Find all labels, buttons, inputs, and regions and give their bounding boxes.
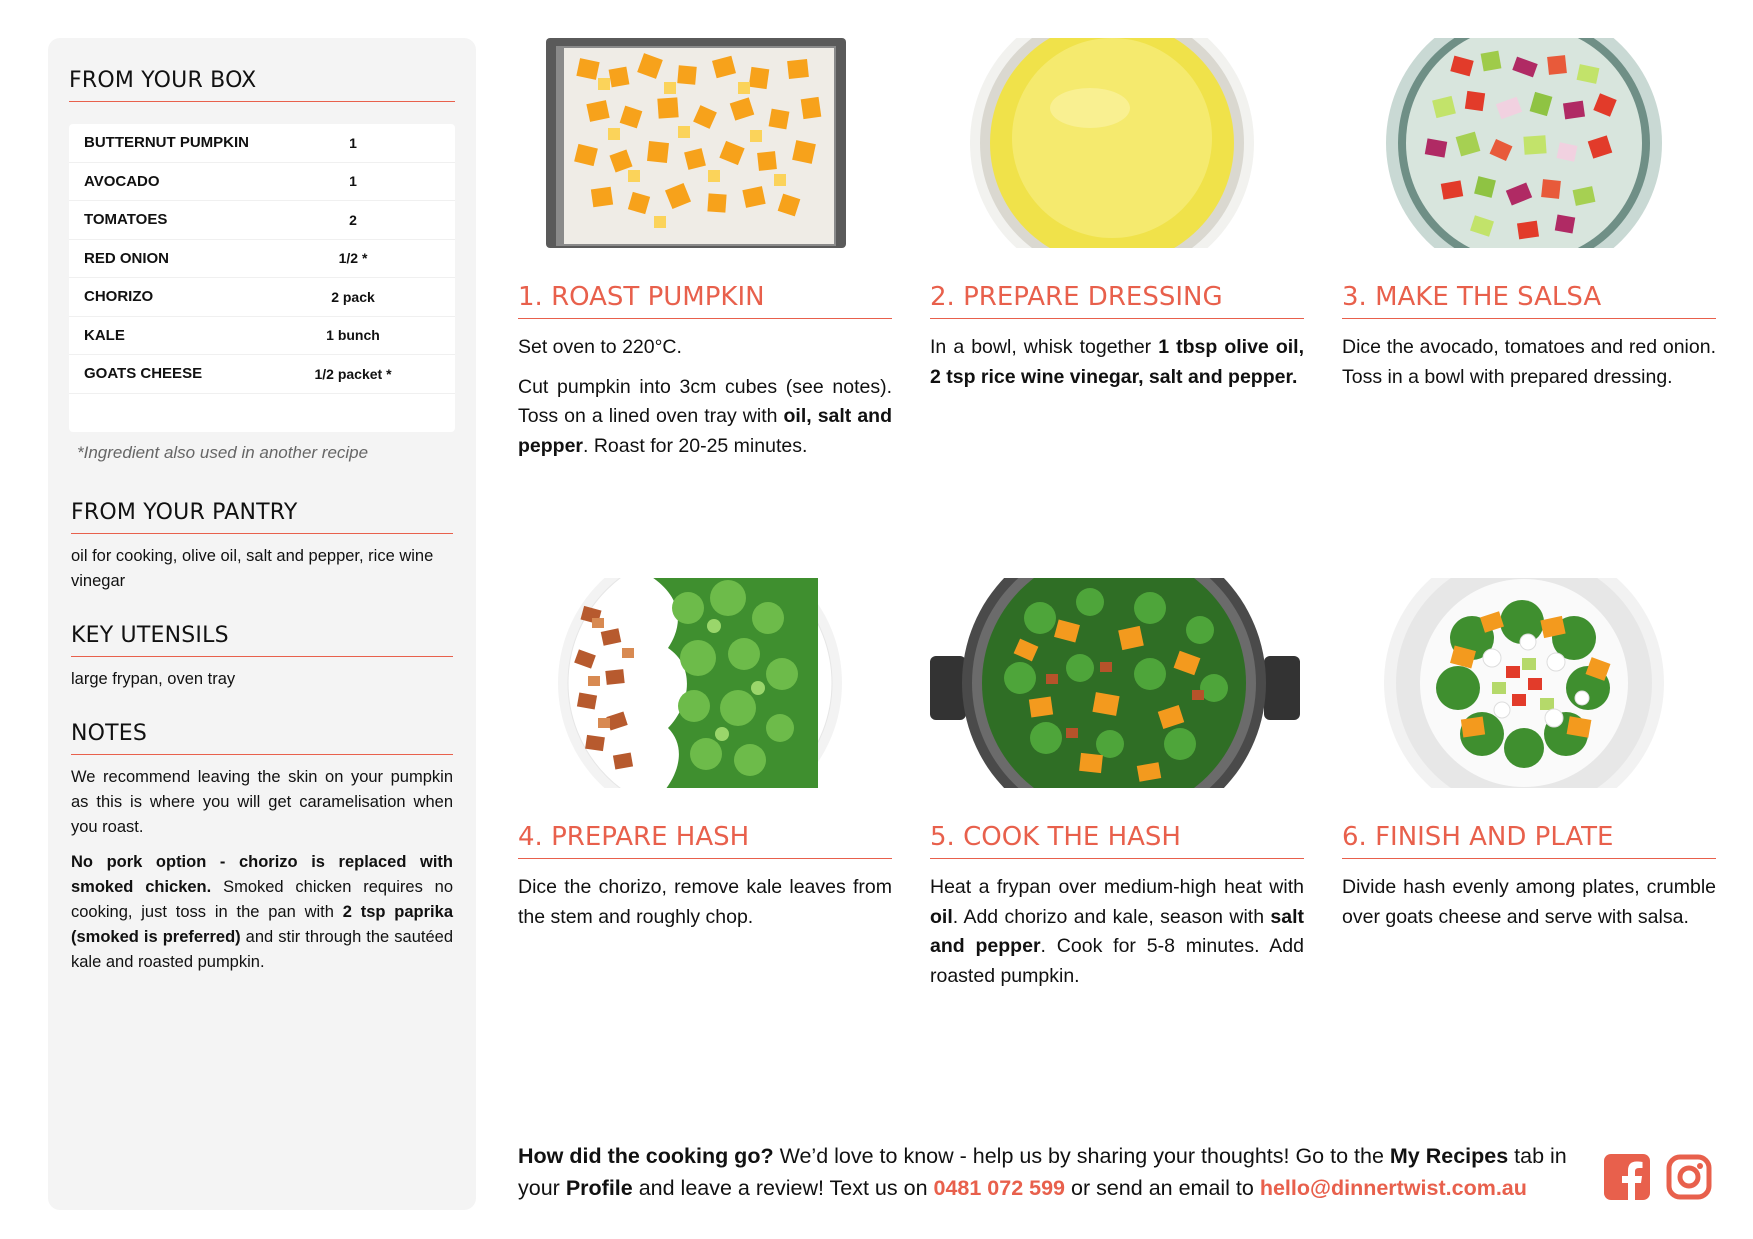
ingredient-name: CHORIZO	[84, 288, 154, 306]
step-paragraph: Dice the chorizo, remove kale leaves from the stem and roughly chop.	[518, 876, 892, 928]
ingredient-qty: 1	[349, 173, 357, 190]
utensils-section	[71, 623, 453, 692]
step-text	[930, 333, 1304, 392]
step-paragraph: Dice the avocado, tomatoes and red onion. Toss in a bowl with prepared dressing.	[1342, 336, 1716, 388]
plated-hash-image	[1342, 578, 1716, 788]
ingredient-qty: 1	[349, 134, 357, 151]
phone-number-link[interactable]: 0481 072 599	[933, 1176, 1066, 1200]
profile-text: Profile	[565, 1176, 633, 1200]
chorizo-and-kale-plate-image	[518, 578, 892, 788]
step-paragraph: Divide hash evenly among plates, crumble over goats cheese and serve with salsa.	[1342, 876, 1716, 928]
step-title: 4. PREPARE HASH	[518, 822, 892, 859]
ingredient-row	[69, 201, 455, 240]
utensils-title: KEY UTENSILS	[71, 623, 453, 657]
footer-text: We’d love to know - help us by sharing your thoughts! Go to the	[773, 1144, 1390, 1168]
step-text-span: Cut pumpkin into 3cm cubes (see notes). Toss on a lined oven tray with	[518, 375, 892, 427]
step-paragraph: Set oven to 220°C.	[518, 336, 682, 358]
ingredient-name: AVOCADO	[84, 172, 160, 190]
step-title: 2. PREPARE DRESSING	[930, 282, 1304, 319]
step-text-span: . Roast for 20-25 minutes.	[583, 434, 808, 457]
utensils-text: large frypan, oven tray	[71, 670, 236, 688]
step-text-span: . Cook for 5-8 minutes. Add roasted pumpkin.	[930, 935, 1304, 987]
pantry-title: FROM YOUR PANTRY	[71, 500, 453, 534]
ingredient-row	[69, 355, 455, 394]
step-3	[1342, 282, 1716, 402]
step-bold-text: salt and pepper	[930, 905, 1304, 957]
footer-text: tab in your	[518, 1144, 1567, 1200]
ingredient-name: TOMATOES	[84, 211, 168, 229]
step-paragraph	[930, 333, 1304, 392]
ingredient-row	[69, 124, 455, 163]
step-text-span: . Add chorizo and kale, season with	[952, 905, 1271, 928]
salsa-bowl-image	[1342, 38, 1716, 248]
step-text	[930, 873, 1304, 991]
email-link[interactable]: hello@dinnertwist.com.au	[1259, 1176, 1527, 1200]
ingredients-table	[69, 124, 455, 432]
step-text	[1342, 333, 1716, 392]
step-title: 6. FINISH AND PLATE	[1342, 822, 1716, 859]
notes-paragraph-2	[71, 850, 453, 975]
ingredient-row	[69, 163, 455, 202]
step-text	[518, 873, 892, 932]
footer-bold-text: How did the cooking go?	[518, 1144, 774, 1168]
notes-text: and stir through the sautéed kale and roasted pumpkin.	[71, 928, 453, 971]
ingredient-qty: 1/2 packet *	[314, 365, 392, 382]
step-bold-text: oil	[930, 905, 953, 928]
step-text-span: In a bowl, whisk together	[930, 336, 1159, 358]
step-bold-text: oil, salt and pepper	[518, 405, 892, 457]
instagram-icon[interactable]	[1666, 1154, 1712, 1200]
step-text-span: Heat a frypan over medium-high heat with	[930, 876, 1304, 898]
step-title: 1. ROAST PUMPKIN	[518, 282, 892, 319]
notes-bold: No pork option - chorizo is replaced with smoked chicken.	[71, 853, 453, 896]
ingredient-qty: 1 bunch	[326, 327, 380, 344]
ingredient-qty: 2	[349, 211, 357, 228]
ingredient-name: BUTTERNUT PUMPKIN	[84, 134, 249, 152]
ingredient-footnote: *Ingredient also used in another recipe	[77, 443, 369, 462]
ingredient-name: RED ONION	[84, 249, 170, 267]
step-paragraph	[518, 373, 892, 462]
step-text	[1342, 873, 1716, 932]
step-paragraph	[930, 873, 1304, 991]
sidebar	[48, 38, 476, 1210]
facebook-icon[interactable]	[1604, 1154, 1650, 1200]
hash-in-frypan-image	[930, 578, 1304, 788]
step-5	[930, 822, 1304, 1001]
step-1	[518, 282, 892, 471]
notes-title: NOTES	[71, 721, 453, 755]
my-recipes-tab-text: My Recipes	[1389, 1144, 1509, 1168]
pantry-text: oil for cooking, olive oil, salt and pepper, rice wine vinegar	[71, 547, 434, 590]
ingredient-qty: 2 pack	[331, 288, 375, 305]
ingredient-name: KALE	[84, 326, 125, 344]
from-your-box-section	[69, 68, 455, 432]
ingredient-row	[69, 278, 455, 317]
ingredient-qty: 1/2 *	[338, 250, 368, 267]
step-title: 5. COOK THE HASH	[930, 822, 1304, 859]
from-your-box-title: FROM YOUR BOX	[69, 68, 455, 102]
step-bold-text: 1 tbsp olive oil, 2 tsp rice wine vinegar, salt and pepper.	[930, 336, 1304, 388]
feedback-footer	[518, 1140, 1578, 1204]
footer-text: and leave a review! Text us on	[632, 1176, 934, 1200]
notes-bold: 2 tsp paprika (smoked is preferred)	[71, 903, 453, 946]
step-4	[518, 822, 892, 942]
ingredient-row	[69, 240, 455, 279]
ingredient-name: GOATS CHEESE	[84, 365, 203, 383]
footer-text: or send an email to	[1065, 1176, 1260, 1200]
step-text	[518, 333, 892, 461]
notes-section	[71, 721, 453, 975]
dressing-bowl-image	[930, 38, 1304, 248]
notes-paragraph-1: We recommend leaving the skin on your pumpkin as this is where you will get caramelisation when you roast.	[71, 768, 453, 836]
step-6	[1342, 822, 1716, 942]
ingredient-row	[69, 317, 455, 356]
step-2	[930, 282, 1304, 402]
notes-text: Smoked chicken requires no cooking, just toss in the pan with	[71, 878, 453, 921]
roasted-pumpkin-tray-image	[518, 38, 892, 248]
pantry-section	[71, 500, 453, 594]
step-title: 3. MAKE THE SALSA	[1342, 282, 1716, 319]
